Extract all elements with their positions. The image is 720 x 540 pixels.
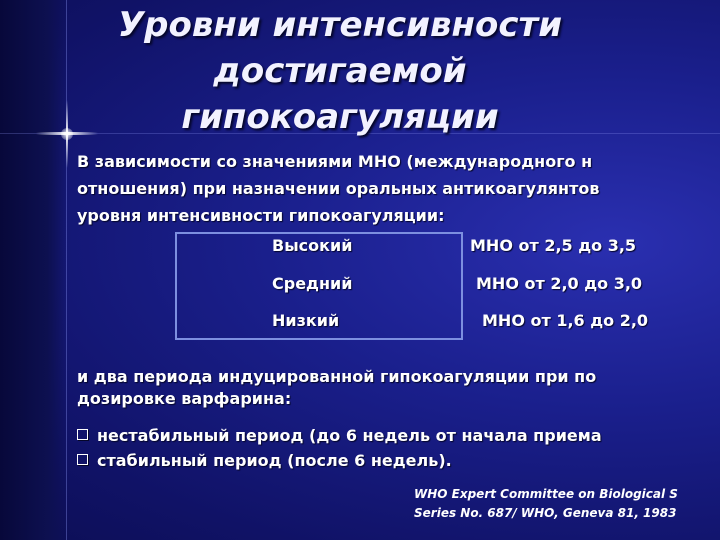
periods-line-2: дозировке варфарина:	[77, 389, 292, 408]
level-medium-label: Средний	[272, 274, 353, 293]
bullet-text: нестабильный период (до 6 недель от начала приема	[97, 426, 602, 445]
level-low-range: МНО от 1,6 до 2,0	[482, 311, 649, 330]
bullet-item-stable	[77, 451, 452, 470]
title-line-2: достигаемой	[213, 51, 467, 91]
citation-line-2: Series No. 687/ WHO, Geneva 81, 1983	[414, 506, 677, 520]
sparkle-icon	[61, 128, 73, 140]
intro-line-1: В зависимости со значениями МНО (международного н	[77, 152, 593, 171]
title-line-3: гипокоагуляции	[181, 97, 499, 137]
citation	[414, 485, 678, 523]
intro-line-3: уровня интенсивности гипокоагуляции:	[77, 206, 445, 225]
level-high-label: Высокий	[272, 236, 353, 255]
vertical-guide-line	[66, 0, 67, 540]
level-medium-range: МНО от 2,0 до 3,0	[476, 274, 643, 293]
bullet-box-icon	[77, 454, 88, 465]
intro-paragraph	[77, 148, 599, 229]
citation-line-1: WHO Expert Committee on Biological S	[414, 487, 678, 501]
bullet-box-icon	[77, 429, 88, 440]
level-low-label: Низкий	[272, 311, 340, 330]
periods-paragraph	[77, 366, 596, 410]
left-dark-band	[0, 0, 68, 540]
bullet-text: стабильный период (после 6 недель).	[97, 451, 452, 470]
level-high-range: МНО от 2,5 до 3,5	[470, 236, 637, 255]
periods-line-1: и два периода индуцированной гипокоагуляции при по	[77, 367, 597, 386]
title-line-1: Уровни интенсивности	[117, 5, 563, 45]
slide-title	[110, 2, 570, 140]
intro-line-2: отношения) при назначении оральных антикоагулянтов	[77, 179, 600, 198]
bullet-item-unstable	[77, 426, 602, 445]
